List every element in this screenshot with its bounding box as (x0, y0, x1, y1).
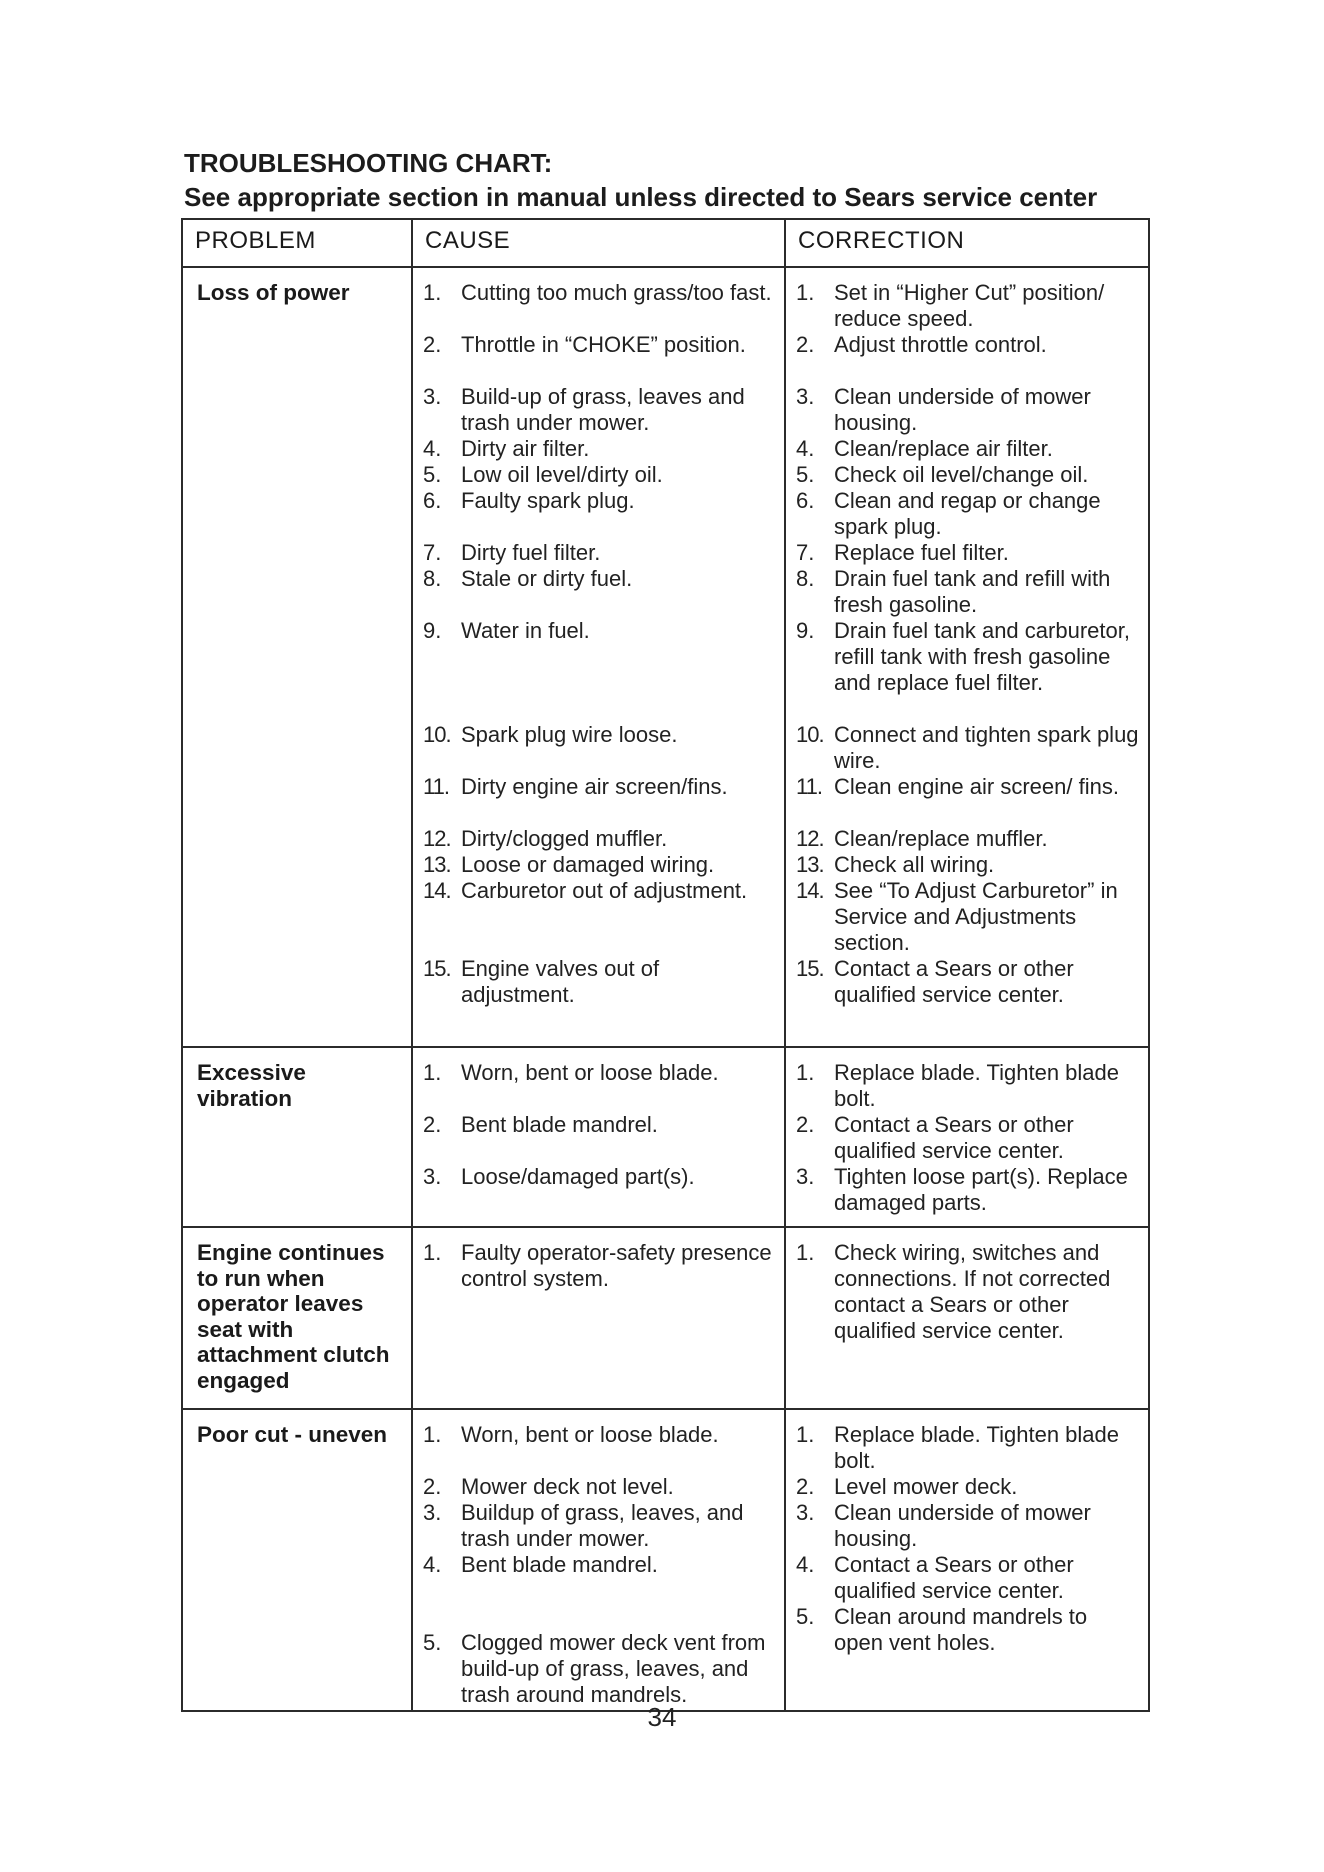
cause-item (423, 1552, 778, 1578)
cause-item-text: Bent blade mandrel. (461, 1112, 658, 1137)
column-header-cause: CAUSE (412, 219, 785, 267)
cause-item-text: Buildup of grass, leaves, and trash under mower. (461, 1500, 744, 1551)
correction-item-text: Clean/replace muffler. (834, 826, 1048, 851)
table-header-row (182, 219, 1149, 267)
table-row (182, 267, 1149, 1047)
correction-item-number: 13. (796, 852, 824, 877)
cause-item-number: 5. (423, 1630, 442, 1655)
correction-item (796, 774, 1142, 800)
problem-cell: Loss of power (182, 267, 412, 1047)
page-header (184, 146, 1154, 214)
correction-item-number: 4. (796, 436, 815, 461)
correction-item-number: 1. (796, 1422, 815, 1447)
cause-item (423, 774, 778, 800)
cause-item-number: 4. (423, 436, 442, 461)
cause-item (423, 566, 778, 592)
correction-item-number: 1. (796, 1060, 815, 1085)
table-row (182, 1047, 1149, 1227)
correction-item (796, 878, 1142, 956)
correction-item-text: Contact a Sears or other qualified service center. (834, 1552, 1074, 1603)
cause-item-number: 1. (423, 1240, 442, 1265)
correction-cell (785, 1227, 1149, 1409)
correction-item-text: Connect and tighten spark plug wire. (834, 722, 1139, 773)
cause-item-text: Cutting too much grass/too fast. (461, 280, 772, 305)
table-body (182, 267, 1149, 1711)
correction-item (796, 1474, 1142, 1500)
correction-item-text: Tighten loose part(s). Replace damaged parts. (834, 1164, 1128, 1215)
cause-item (423, 332, 778, 358)
cause-item (423, 436, 778, 462)
cause-cell (412, 1409, 785, 1711)
cause-item (423, 280, 778, 306)
cause-item-text: Faulty operator-safety presence control system. (461, 1240, 772, 1291)
correction-item-text: Set in “Higher Cut” position/ reduce speed. (834, 280, 1105, 331)
correction-item-text: Replace fuel filter. (834, 540, 1009, 565)
problem-cell: Excessive vibration (182, 1047, 412, 1227)
correction-item (796, 384, 1142, 436)
cause-item-number: 1. (423, 1422, 442, 1447)
correction-item-number: 12. (796, 826, 824, 851)
correction-item-number: 3. (796, 384, 815, 409)
cause-item-text: Loose/damaged part(s). (461, 1164, 695, 1189)
cause-item-number: 15. (423, 956, 451, 981)
cause-item-number: 3. (423, 1500, 442, 1525)
correction-item-number: 11. (796, 774, 822, 799)
correction-item (796, 826, 1142, 852)
correction-item (796, 332, 1142, 358)
cause-item (423, 1060, 778, 1086)
correction-cell (785, 1047, 1149, 1227)
correction-item-text: Replace blade. Tighten blade bolt. (834, 1422, 1119, 1473)
correction-item (796, 488, 1142, 540)
cause-item-text: Worn, bent or loose blade. (461, 1422, 719, 1447)
correction-item-text: Contact a Sears or other qualified service center. (834, 1112, 1074, 1163)
column-header-problem: PROBLEM (182, 219, 412, 267)
cause-item-text: Worn, bent or loose blade. (461, 1060, 719, 1085)
cause-item-text: Loose or damaged wiring. (461, 852, 715, 877)
cause-item (423, 1500, 778, 1552)
correction-item-text: Clean/replace air filter. (834, 436, 1053, 461)
cause-item-text: Bent blade mandrel. (461, 1552, 658, 1577)
correction-item (796, 1604, 1142, 1656)
cause-item-number: 10. (423, 722, 451, 747)
correction-item-text: Clean underside of mower housing. (834, 384, 1091, 435)
cause-item-number: 13. (423, 852, 451, 877)
cause-item-number: 4. (423, 1552, 442, 1577)
cause-item-text: Dirty air filter. (461, 436, 590, 461)
cause-item (423, 722, 778, 748)
cause-item-number: 9. (423, 618, 442, 643)
correction-item (796, 1164, 1142, 1216)
correction-item-number: 6. (796, 488, 815, 513)
cause-item (423, 1240, 778, 1292)
cause-item-text: Mower deck not level. (461, 1474, 674, 1499)
cause-item (423, 956, 778, 1008)
correction-item-text: Drain fuel tank and refill with fresh gasoline. (834, 566, 1111, 617)
correction-item-number: 1. (796, 280, 815, 305)
cause-item (423, 878, 778, 904)
correction-item (796, 956, 1142, 1008)
correction-item-text: Clean around mandrels to open vent holes. (834, 1604, 1088, 1655)
correction-item-text: Clean underside of mower housing. (834, 1500, 1091, 1551)
correction-item-number: 10. (796, 722, 824, 747)
cause-item-text: Throttle in “CHOKE” position. (461, 332, 746, 357)
correction-item-text: Level mower deck. (834, 1474, 1018, 1499)
correction-item-number: 2. (796, 1112, 815, 1137)
correction-item-text: Drain fuel tank and carburetor, refill tank with fresh gasoline and replace fuel filter. (834, 618, 1130, 695)
correction-item-text: Clean and regap or change spark plug. (834, 488, 1101, 539)
correction-item (796, 722, 1142, 774)
correction-item (796, 618, 1142, 696)
page-subtitle: See appropriate section in manual unless directed to Sears service center (184, 182, 1098, 212)
cause-item-number: 11. (423, 774, 449, 799)
cause-item-text: Faulty spark plug. (461, 488, 635, 513)
cause-item-number: 8. (423, 566, 442, 591)
cause-item-number: 3. (423, 1164, 442, 1189)
correction-item (796, 436, 1142, 462)
correction-item-number: 9. (796, 618, 815, 643)
correction-item (796, 1422, 1142, 1474)
cause-item (423, 1422, 778, 1448)
cause-item-number: 2. (423, 332, 442, 357)
cause-item-text: Engine valves out of adjustment. (461, 956, 660, 1007)
correction-item-text: Adjust throttle control. (834, 332, 1047, 357)
cause-item-number: 5. (423, 462, 442, 487)
correction-item-number: 5. (796, 1604, 815, 1629)
table-row (182, 1227, 1149, 1409)
correction-item (796, 1112, 1142, 1164)
correction-item-text: Clean engine air screen/ fins. (834, 774, 1119, 799)
correction-item-number: 7. (796, 540, 815, 565)
correction-item-text: Check oil level/change oil. (834, 462, 1089, 487)
correction-item-number: 8. (796, 566, 815, 591)
cause-item-number: 14. (423, 878, 451, 903)
problem-cell: Poor cut - uneven (182, 1409, 412, 1711)
cause-item (423, 1474, 778, 1500)
cause-item-number: 2. (423, 1474, 442, 1499)
correction-item-number: 4. (796, 1552, 815, 1577)
cause-item-number: 3. (423, 384, 442, 409)
cause-cell (412, 267, 785, 1047)
cause-item (423, 618, 778, 644)
page-title: TROUBLESHOOTING CHART: (184, 148, 553, 178)
correction-cell (785, 267, 1149, 1047)
cause-item (423, 540, 778, 566)
cause-item (423, 1630, 778, 1708)
cause-item-number: 2. (423, 1112, 442, 1137)
cause-item-number: 12. (423, 826, 451, 851)
page-number: 34 (647, 1702, 677, 1732)
table-row (182, 1409, 1149, 1711)
cause-cell (412, 1227, 785, 1409)
correction-item-text: Check wiring, switches and connections. If not corrected contact a Sears or other qualified service center. (834, 1240, 1111, 1343)
correction-item (796, 1060, 1142, 1112)
correction-item (796, 462, 1142, 488)
cause-item-text: Clogged mower deck vent from build-up of grass, leaves, and trash around mandrels. (461, 1630, 766, 1707)
cause-item-number: 6. (423, 488, 442, 513)
cause-item-text: Dirty engine air screen/fins. (461, 774, 728, 799)
cause-item (423, 462, 778, 488)
correction-item (796, 566, 1142, 618)
cause-item (423, 826, 778, 852)
cause-item (423, 488, 778, 514)
correction-item-number: 3. (796, 1164, 815, 1189)
cause-item (423, 1112, 778, 1138)
correction-item-text: Contact a Sears or other qualified service center. (834, 956, 1074, 1007)
cause-item-text: Build-up of grass, leaves and trash under mower. (461, 384, 745, 435)
correction-item (796, 1240, 1142, 1344)
cause-item-number: 1. (423, 280, 442, 305)
cause-item-text: Carburetor out of adjustment. (461, 878, 748, 903)
correction-item (796, 1552, 1142, 1604)
correction-item-number: 2. (796, 332, 815, 357)
correction-item-number: 15. (796, 956, 824, 981)
cause-item (423, 1164, 778, 1190)
correction-item-number: 14. (796, 878, 824, 903)
cause-item-text: Dirty/clogged muffler. (461, 826, 668, 851)
cause-item (423, 384, 778, 436)
correction-item-number: 2. (796, 1474, 815, 1499)
correction-item-number: 5. (796, 462, 815, 487)
correction-item-text: Replace blade. Tighten blade bolt. (834, 1060, 1119, 1111)
correction-item-number: 1. (796, 1240, 815, 1265)
correction-cell (785, 1409, 1149, 1711)
troubleshooting-table (181, 218, 1150, 1712)
correction-item (796, 1500, 1142, 1552)
cause-item-text: Low oil level/dirty oil. (461, 462, 663, 487)
correction-item (796, 852, 1142, 878)
cause-item (423, 852, 778, 878)
correction-item-number: 3. (796, 1500, 815, 1525)
cause-item-text: Water in fuel. (461, 618, 590, 643)
cause-item-number: 1. (423, 1060, 442, 1085)
correction-item (796, 280, 1142, 332)
cause-item-number: 7. (423, 540, 442, 565)
cause-item-text: Spark plug wire loose. (461, 722, 678, 747)
cause-cell (412, 1047, 785, 1227)
correction-item (796, 540, 1142, 566)
cause-item-text: Dirty fuel filter. (461, 540, 601, 565)
cause-item-text: Stale or dirty fuel. (461, 566, 633, 591)
correction-item-text: Check all wiring. (834, 852, 995, 877)
correction-item-text: See “To Adjust Carburetor” in Service and Adjustments section. (834, 878, 1118, 955)
column-header-correction: CORRECTION (785, 219, 1149, 267)
problem-cell: Engine continues to run when operator leaves seat with attachment clutch engaged (182, 1227, 412, 1409)
